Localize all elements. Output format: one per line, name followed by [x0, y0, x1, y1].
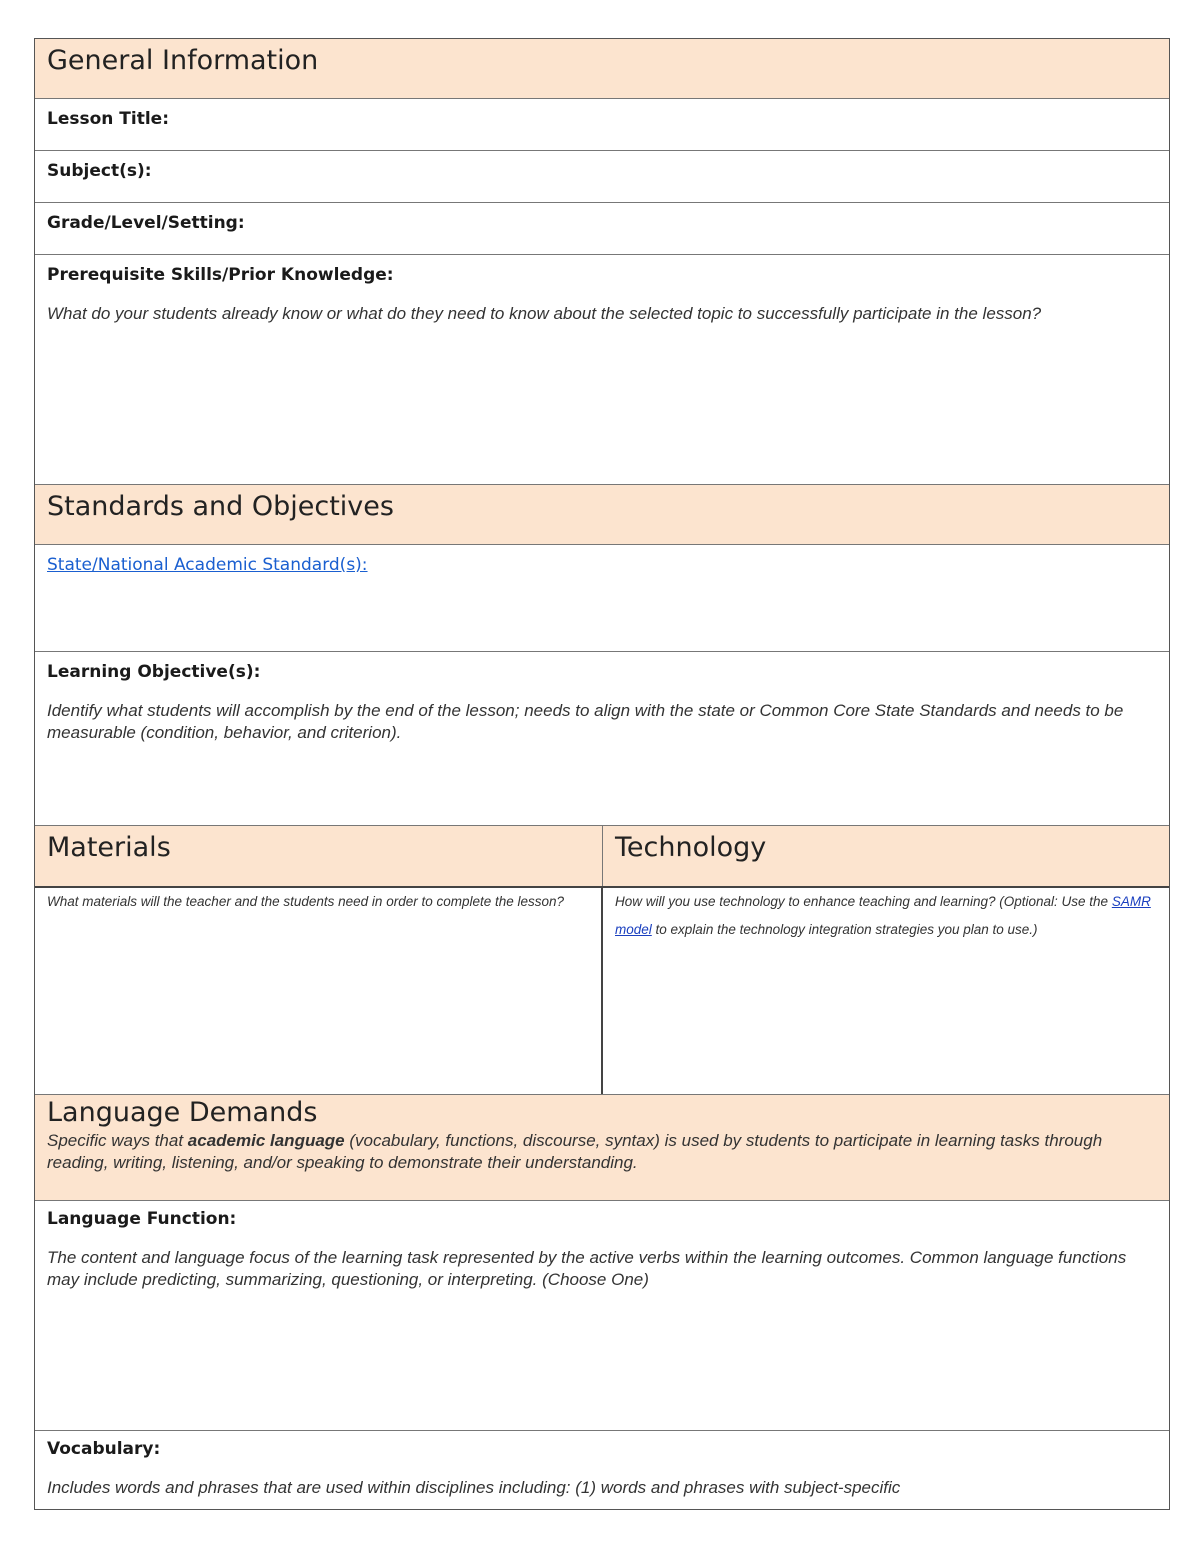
subjects-label: Subject(s):	[47, 161, 152, 181]
language-demands-header	[35, 1095, 1169, 1201]
technology-title: Technology	[615, 832, 767, 863]
lesson-title-label: Lesson Title:	[47, 109, 170, 129]
prereq-label: Prerequisite Skills/Prior Knowledge:	[47, 265, 394, 285]
language-function-hint: The content and language focus of the learning task represented by the active verbs within the learning outcomes. Common language functions may include predicting, summarizing, questioning, or interpreting. (Choose One)	[47, 1248, 1127, 1289]
general-info-header	[35, 39, 1169, 99]
subjects-field[interactable]	[35, 151, 1169, 203]
technology-hint-after: to explain the technology integration strategies you plan to use.)	[651, 922, 1038, 937]
materials-title: Materials	[47, 832, 171, 863]
technology-header	[603, 826, 1169, 886]
standards-title: Standards and Objectives	[47, 491, 394, 522]
lesson-plan-form	[34, 38, 1170, 1510]
vocabulary-hint: Includes words and phrases that are used within disciplines including: (1) words and phrases with subject-specific	[47, 1478, 901, 1497]
language-function-field[interactable]	[35, 1201, 1169, 1431]
samr-model-link[interactable]: SAMR model	[615, 894, 1151, 937]
standards-field[interactable]	[35, 545, 1169, 652]
materials-header	[35, 826, 603, 886]
technology-hint-before: How will you use technology to enhance teaching and learning? (Optional: Use the	[615, 894, 1112, 909]
vocabulary-label: Vocabulary:	[47, 1439, 161, 1459]
objectives-hint: Identify what students will accomplish by the end of the lesson; needs to align with the state or Common Core State Standards and needs to be measurable (condition, behavior, and criterion).	[47, 701, 1124, 742]
technology-hint	[615, 888, 1157, 944]
technology-field[interactable]	[603, 888, 1169, 1094]
materials-technology-content-row	[35, 888, 1169, 1095]
vocabulary-field[interactable]	[35, 1431, 1169, 1509]
general-info-title: General Information	[47, 45, 319, 76]
language-desc-after: (vocabulary, functions, discourse, syntax) is used by students to participate in learning tasks through reading, writing, listening, and/or speaking to demonstrate their understanding.	[47, 1131, 1103, 1172]
language-function-label: Language Function:	[47, 1209, 237, 1229]
prereq-hint: What do your students already know or what do they need to know about the selected topic to successfully participate in the lesson?	[47, 304, 1042, 323]
language-demands-desc	[47, 1130, 1157, 1174]
materials-hint: What materials will the teacher and the students need in order to complete the lesson?	[47, 894, 565, 909]
language-desc-bold: academic language	[187, 1131, 345, 1150]
materials-field[interactable]	[35, 888, 603, 1094]
objectives-field[interactable]	[35, 652, 1169, 826]
language-demands-title: Language Demands	[47, 1097, 318, 1128]
objectives-label: Learning Objective(s):	[47, 662, 261, 682]
prereq-field[interactable]	[35, 255, 1169, 485]
grade-field[interactable]	[35, 203, 1169, 255]
grade-label: Grade/Level/Setting:	[47, 213, 245, 233]
standards-link[interactable]: State/National Academic Standard(s):	[47, 555, 368, 575]
standards-header	[35, 485, 1169, 545]
language-desc-before: Specific ways that	[47, 1131, 188, 1150]
materials-technology-header-row	[35, 826, 1169, 888]
lesson-title-field[interactable]	[35, 99, 1169, 151]
